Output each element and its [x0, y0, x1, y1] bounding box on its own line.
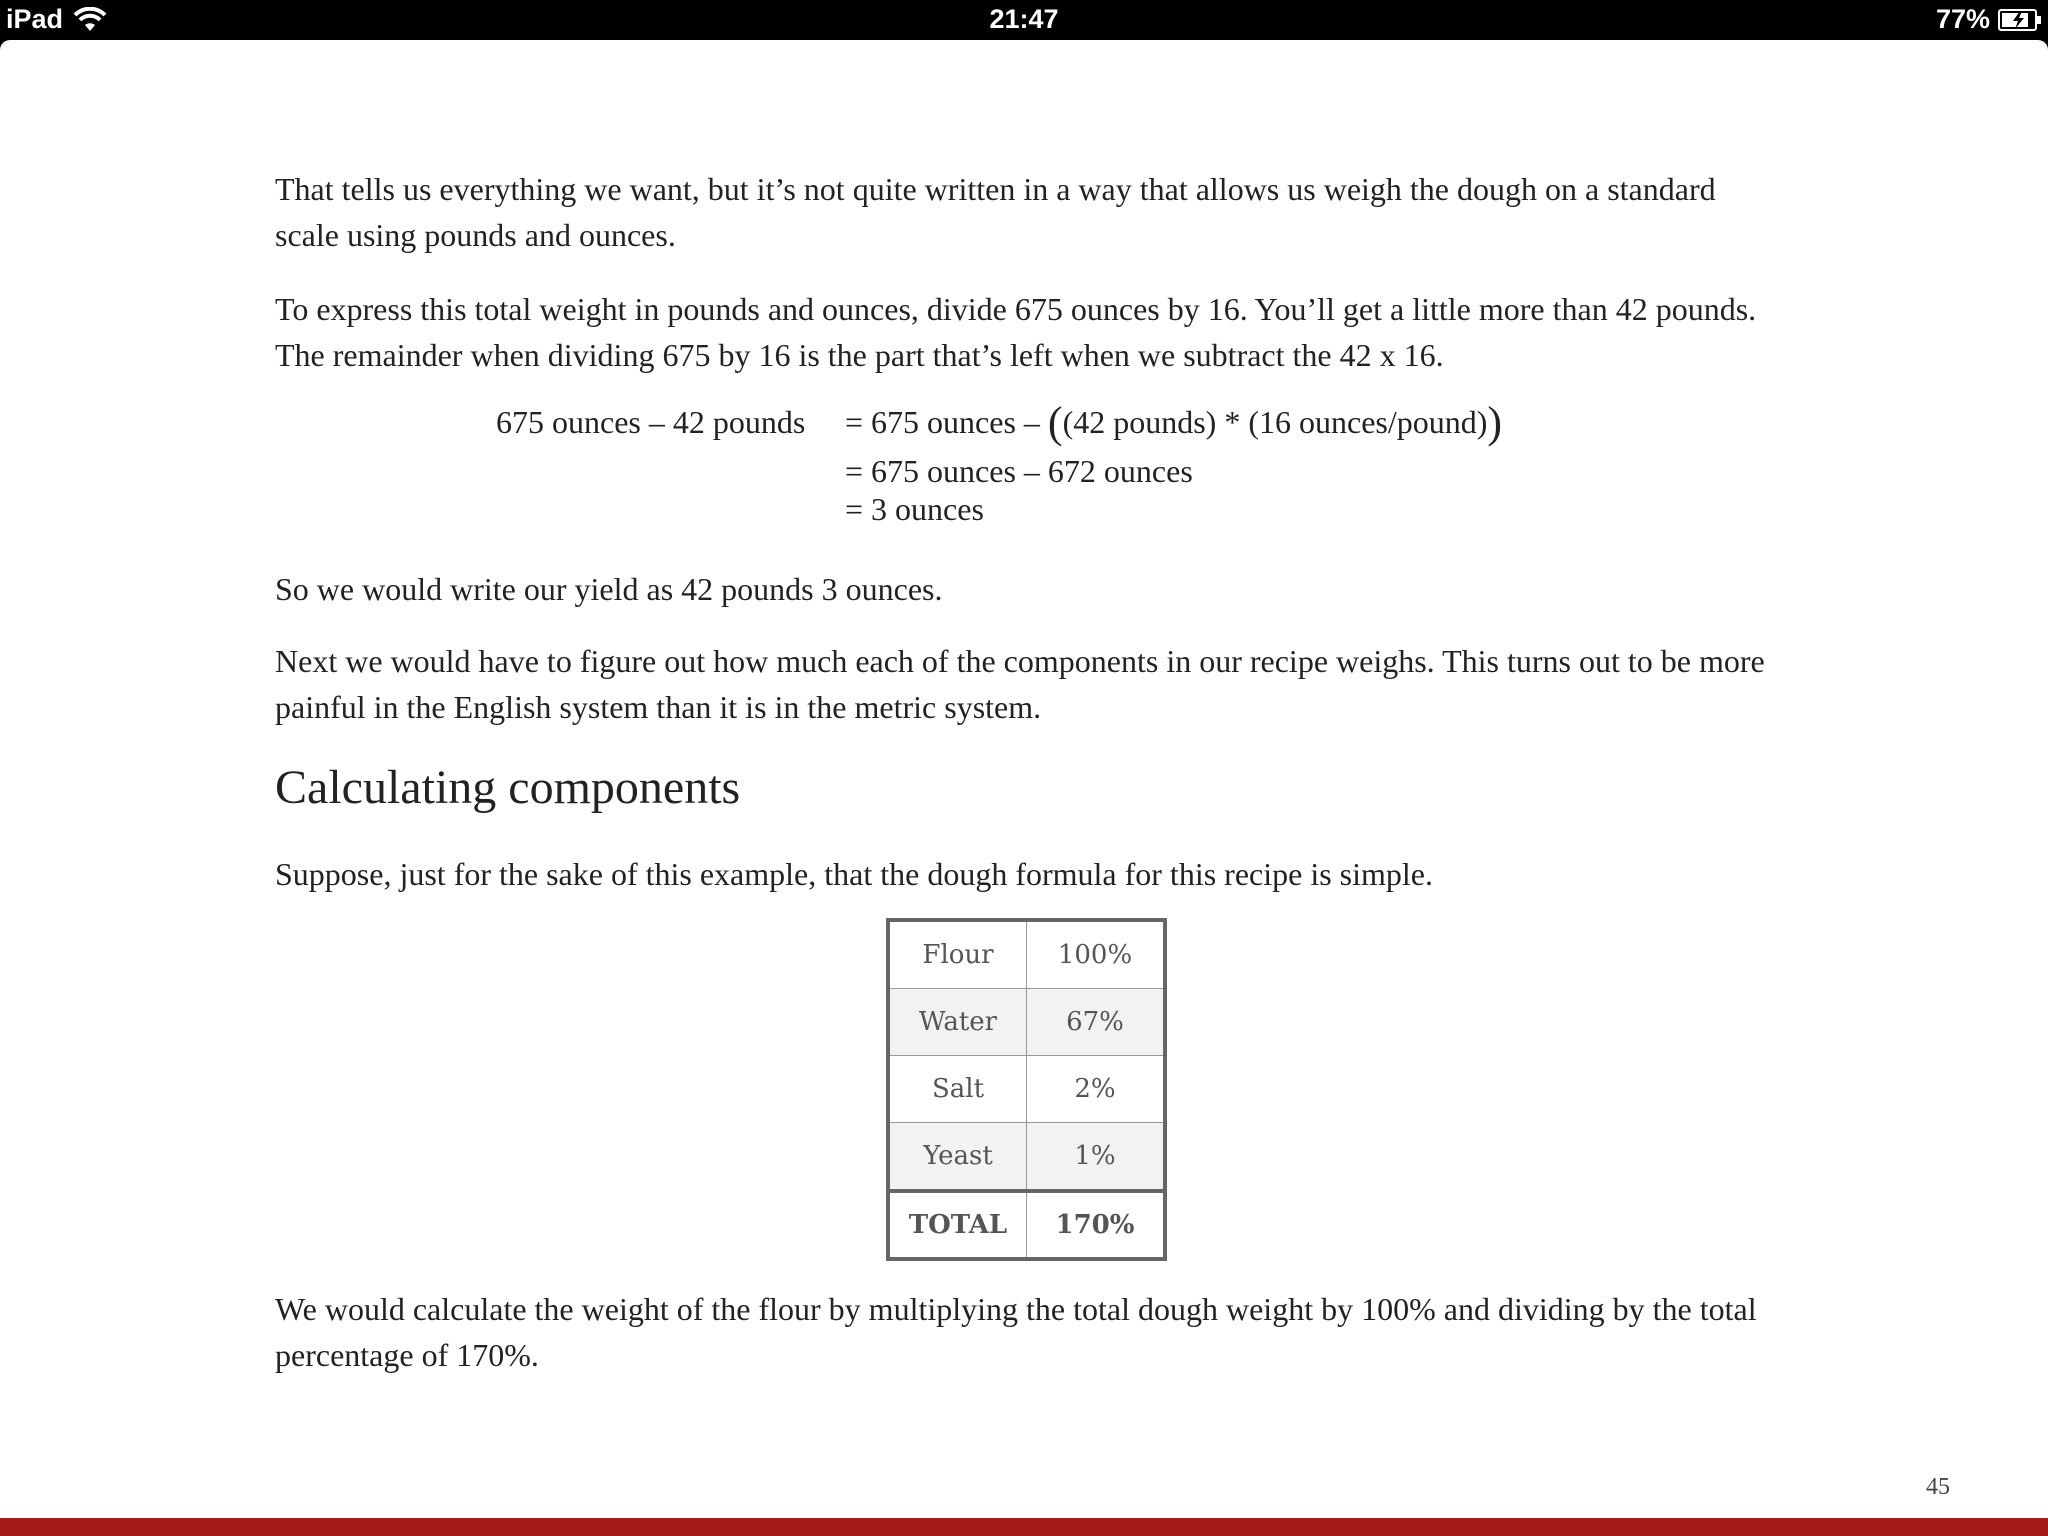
- device-name: iPad: [6, 4, 64, 34]
- equation-line-1: [845, 398, 1503, 447]
- ingredient-cell: Water: [888, 989, 1027, 1056]
- status-right: [1936, 4, 2042, 35]
- dough-formula-table: [886, 918, 1167, 1261]
- page-number: 45: [1926, 1474, 1950, 1500]
- paragraph-intro: That tells us everything we want, but it’s not quite written in a way that allows us weigh the dough on a standard scale using pounds and ounces.: [275, 171, 1716, 253]
- status-bar: [0, 0, 2048, 40]
- ingredient-cell: Yeast: [888, 1123, 1027, 1192]
- equation-line-2: = 675 ounces – 672 ounces: [845, 453, 1193, 489]
- paragraph-suppose: Suppose, just for the sake of this example, that the dough formula for this recipe is simple.: [275, 856, 1433, 892]
- percent-cell: 1%: [1027, 1123, 1166, 1192]
- percent-cell: 67%: [1027, 989, 1166, 1056]
- table-row: [888, 920, 1165, 989]
- table-total-row: [888, 1191, 1165, 1259]
- paragraph-calculate-flour: We would calculate the weight of the flour by multiplying the total dough weight by 100% and dividing by the total percentage of 170%.: [275, 1291, 1757, 1373]
- open-paren: (: [1047, 398, 1063, 447]
- equation-line-3: = 3 ounces: [845, 491, 984, 527]
- total-label-cell: TOTAL: [888, 1191, 1027, 1259]
- status-time: 21:47: [989, 4, 1059, 34]
- table-row: [888, 1123, 1165, 1192]
- percent-cell: 100%: [1027, 920, 1166, 989]
- equation-lhs: 675 ounces – 42 pounds: [496, 404, 806, 440]
- table-row: [888, 1056, 1165, 1123]
- ingredient-cell: Salt: [888, 1056, 1027, 1123]
- paragraph-components: Next we would have to figure out how much each of the components in our recipe weighs. This turns out to be more painful in the English system than it is in the metric system.: [275, 643, 1765, 725]
- percent-cell: 2%: [1027, 1056, 1166, 1123]
- equation-line-1-start: = 675 ounces –: [845, 404, 1048, 440]
- ingredient-cell: Flour: [888, 920, 1027, 989]
- section-heading: Calculating components: [275, 761, 741, 814]
- battery-charging-icon: [1998, 8, 2042, 32]
- paragraph-express-weight: To express this total weight in pounds and ounces, divide 675 ounces by 16. You’ll get a little more than 42 pounds. The remainder when dividing 675 by 16 is the part that’s left when we subtract the 42 x 16.: [275, 291, 1757, 373]
- reading-progress-bar: [0, 1518, 2048, 1536]
- total-percent-cell: 170%: [1027, 1191, 1166, 1259]
- battery-percent: 77%: [1935, 4, 1990, 34]
- equation-line-1-product: (42 pounds) * (16 ounces/pound): [1062, 404, 1488, 440]
- paragraph-yield: So we would write our yield as 42 pounds 3 ounces.: [275, 571, 943, 607]
- close-paren: ): [1487, 398, 1503, 447]
- table-row: [888, 989, 1165, 1056]
